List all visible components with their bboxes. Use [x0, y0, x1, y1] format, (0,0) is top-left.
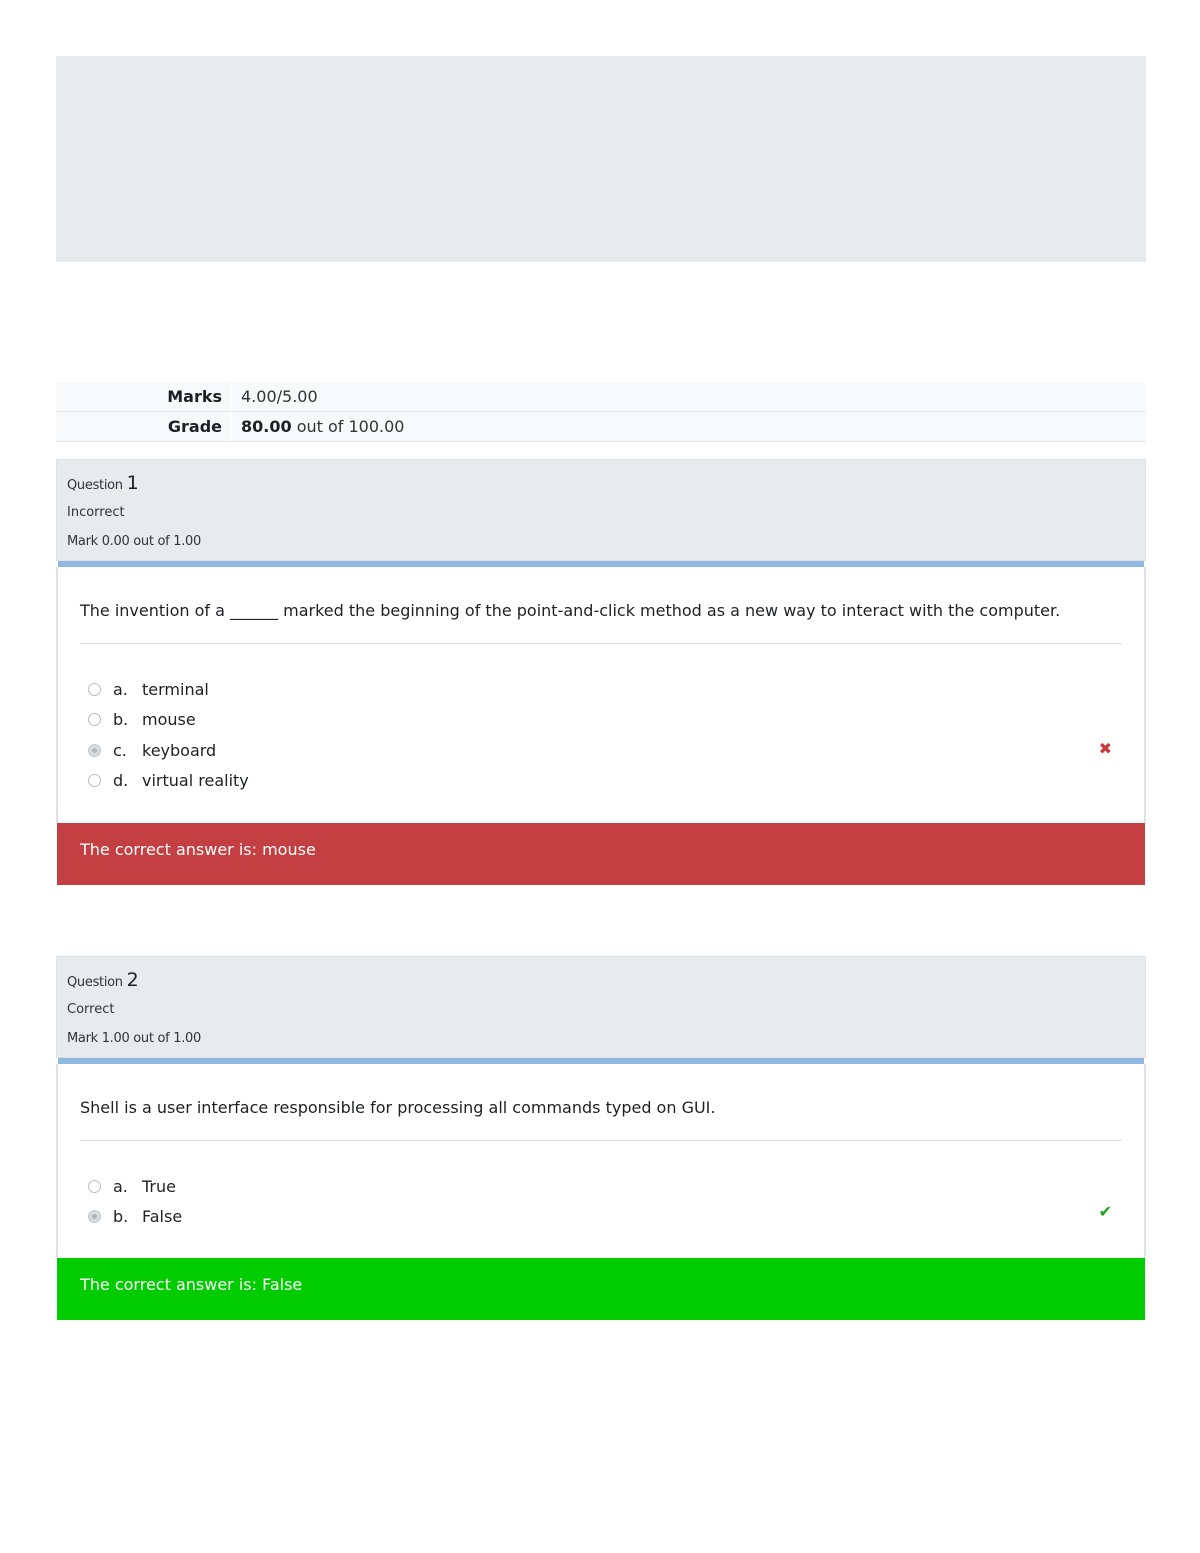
- radio-button-selected[interactable]: [88, 744, 101, 757]
- question-content: [56, 567, 1146, 823]
- answer-options: [58, 644, 1144, 796]
- answer-option-b[interactable]: [88, 705, 1144, 736]
- question-1: [56, 459, 1146, 885]
- feedback-incorrect: The correct answer is: mouse: [57, 823, 1145, 885]
- marks-value: 4.00/5.00: [241, 387, 318, 406]
- feedback-correct: The correct answer is: False: [57, 1258, 1145, 1320]
- question-content: [56, 1064, 1146, 1258]
- check-icon: ✔: [1098, 1202, 1112, 1221]
- question-info: [56, 956, 1146, 1058]
- radio-button[interactable]: [88, 1180, 101, 1193]
- grade-out-of: out of 100.00: [296, 417, 405, 436]
- answer-text: mouse: [142, 710, 196, 730]
- answer-options: [58, 1141, 1144, 1232]
- question-state: Correct: [67, 1002, 115, 1017]
- grade-label: Grade: [56, 412, 232, 441]
- marks-label: Marks: [56, 382, 232, 411]
- question-label: Question: [67, 478, 123, 493]
- answer-option-d[interactable]: [88, 766, 1144, 797]
- answer-letter: b.: [113, 710, 129, 730]
- question-number-value: 2: [126, 969, 139, 991]
- question-2: [56, 956, 1146, 1320]
- answer-option-a[interactable]: [88, 674, 1144, 705]
- answer-letter: c.: [113, 740, 127, 760]
- answer-letter: b.: [113, 1207, 129, 1227]
- answer-option-a[interactable]: [88, 1171, 1144, 1202]
- question-number: [67, 473, 1145, 496]
- question-number: [67, 970, 1145, 993]
- radio-button[interactable]: [88, 713, 101, 726]
- grade-value: [232, 412, 404, 441]
- answer-text: False: [142, 1207, 183, 1227]
- radio-button[interactable]: [88, 683, 101, 696]
- top-banner: [56, 56, 1146, 262]
- answer-letter: a.: [113, 679, 128, 699]
- question-grade: Mark 0.00 out of 1.00: [67, 534, 201, 549]
- answer-letter: a.: [113, 1176, 128, 1196]
- summary-row-marks: [56, 382, 1146, 412]
- grade-score: 80.00: [241, 417, 292, 436]
- answer-option-b[interactable]: [88, 1202, 1144, 1233]
- answer-text: terminal: [142, 679, 209, 699]
- question-text: The invention of a ______ marked the beginning of the point-and-click method as a new way to interact with the computer.: [80, 567, 1122, 644]
- answer-text: keyboard: [142, 740, 217, 760]
- answer-letter: d.: [113, 771, 129, 791]
- question-text: Shell is a user interface responsible for processing all commands typed on GUI.: [80, 1064, 1122, 1141]
- attempt-summary-table: [56, 382, 1146, 442]
- answer-text: True: [142, 1176, 176, 1196]
- question-info: [56, 459, 1146, 561]
- question-label: Question: [67, 975, 123, 990]
- radio-button[interactable]: [88, 774, 101, 787]
- question-grade: Mark 1.00 out of 1.00: [67, 1031, 201, 1046]
- radio-button-selected[interactable]: [88, 1210, 101, 1223]
- cross-icon: ✖: [1098, 739, 1112, 758]
- question-state: Incorrect: [67, 505, 125, 520]
- question-number-value: 1: [126, 472, 139, 494]
- summary-row-grade: [56, 412, 1146, 442]
- answer-text: virtual reality: [142, 771, 249, 791]
- answer-option-c[interactable]: [88, 735, 1144, 766]
